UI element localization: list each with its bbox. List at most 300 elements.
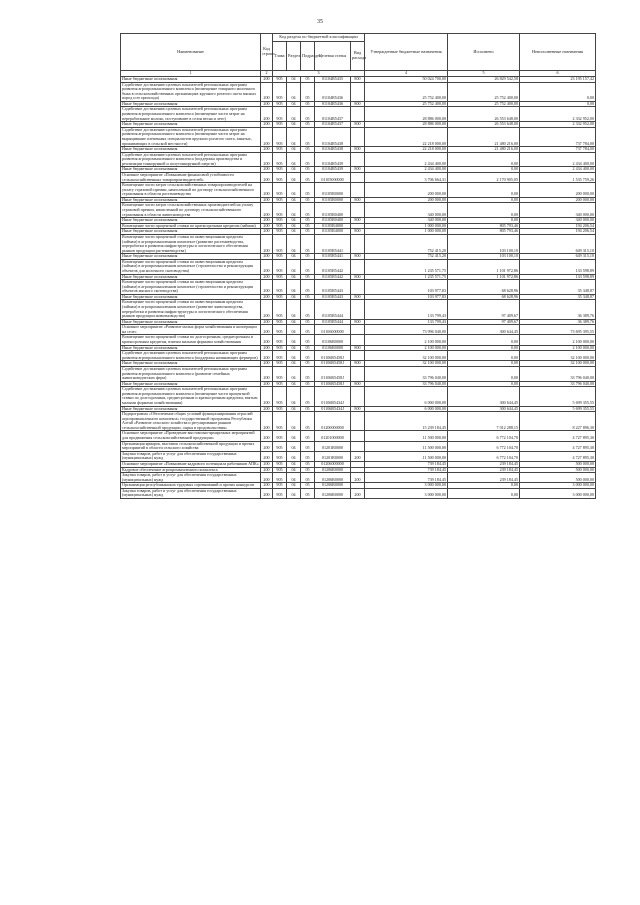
row-unexecuted: 737 784,00 [520,147,596,153]
row-approved: 6 000 000,00 [365,387,448,406]
row-kod: 200 [261,345,273,351]
header-vr: Вид расхода [351,42,365,71]
row-podrazdel: 05 [301,127,315,146]
table-row [121,183,596,198]
row-csr: 01201000000 [315,431,351,441]
row-podrazdel: 05 [301,461,315,467]
row-csr: 01104R5439 [315,152,351,167]
row-podrazdel: 05 [301,406,315,412]
row-name: Содействие достижению целевых показателей региональных программ развития агропромышленного комплекса (поддержка начинающих фермеров) [121,351,261,361]
row-executed: 25 752 400,00 [448,101,520,107]
row-glava: 905 [273,77,287,83]
row-name: Кадровое обеспечение агропромышленного комплекса [121,467,261,473]
row-glava: 905 [273,197,287,203]
row-glava: 905 [273,473,287,483]
row-vr: 800 [351,381,365,387]
row-approved: 32 100 000,00 [365,361,448,367]
row-approved: 11 500 000,00 [365,451,448,461]
row-razdel: 04 [287,319,301,325]
row-executed: 0,00 [448,488,520,498]
row-vr [351,82,365,101]
row-name: Основное мероприятие «Проведение выставочно-ярмарочных мероприятий для продвижения сельскохозяйственной продукции» [121,431,261,441]
row-approved: 22 218 000,00 [365,147,448,153]
header-csr: Целевая статья [315,42,351,71]
row-kod: 200 [261,406,273,412]
row-unexecuted: 340 000,00 [520,218,596,224]
row-name: Иные бюджетные ассигнования [121,77,261,83]
row-glava: 905 [273,234,287,253]
row-csr: 01105R5441 [315,234,351,253]
row-glava: 905 [273,152,287,167]
row-glava: 905 [273,319,287,325]
page-number: 35 [317,19,323,25]
header-num-1: 1 [121,71,261,77]
row-executed: 805 793,46 [448,229,520,235]
row-razdel: 04 [287,167,301,173]
table-row [121,82,596,101]
row-executed: 300 644,45 [448,387,520,406]
row-razdel: 04 [287,361,301,367]
row-vr [351,431,365,441]
row-vr: 800 [351,319,365,325]
row-glava: 905 [273,167,287,173]
row-csr: 01206R0000 [315,473,351,483]
table-row [121,259,596,274]
row-kod: 200 [261,366,273,381]
row-approved: 739 184,45 [365,467,448,473]
row-glava: 905 [273,82,287,101]
row-name: Возмещение части процентной ставки по инвестиционным кредитам (займам) в агропромышленном комплексе (развитие растениеводства, переработки и развития инфраструктуры и логистического обеспечения рынков продукции растениеводства) [121,234,261,253]
row-unexecuted: 194 206,54 [520,229,596,235]
row-name: Содействие достижению целевых показателей региональных программ развития агропромышленного комплекса (развитие семейных животноводческих ферм) [121,366,261,381]
row-vr [351,351,365,361]
row-podrazdel: 05 [301,197,315,203]
row-kod: 200 [261,381,273,387]
row-executed: 68 628,96 [448,280,520,295]
header-num-2: 2 [261,71,273,77]
row-glava: 905 [273,122,287,128]
row-podrazdel: 05 [301,387,315,406]
row-csr: 01104R5435 [315,77,351,83]
row-vr [351,325,365,335]
row-csr: 01106R5458J [315,351,351,361]
row-approved: 3 000 000,00 [365,483,448,489]
table-row [121,351,596,361]
row-unexecuted: 340 000,00 [520,203,596,218]
row-razdel: 04 [287,122,301,128]
row-glava: 905 [273,406,287,412]
row-name: Иные бюджетные ассигнования [121,254,261,260]
table-row [121,366,596,381]
row-glava: 905 [273,361,287,367]
row-glava: 905 [273,101,287,107]
row-glava: 905 [273,147,287,153]
row-razdel: 04 [287,412,301,431]
row-glava: 905 [273,451,287,461]
row-csr: 01105R5442 [315,259,351,274]
row-name: Иные бюджетные ассигнования [121,167,261,173]
row-executed: 0,00 [448,351,520,361]
row-razdel: 04 [287,218,301,224]
row-razdel: 04 [287,345,301,351]
row-approved: 2 100 000,00 [365,345,448,351]
row-approved: 2 100 000,00 [365,335,448,345]
header-code-group: Код раздела по бюджетной классификации [273,34,365,42]
row-unexecuted: 200 000,00 [520,183,596,198]
row-name: Возмещение части процентной ставки по инвестиционным кредитам (займам) в агропромышленном комплексе (развитие животноводства, переработки и развития инфраструктуры и логистического обеспечения рынков продукции животноводства) [121,300,261,319]
row-approved: 1 000 000,00 [365,223,448,229]
row-executed: 25 752 400,00 [448,82,520,101]
row-executed: 0,00 [448,167,520,173]
row-executed: 1 101 972,86 [448,274,520,280]
row-glava: 905 [273,183,287,198]
header-num-6: 6 [520,71,596,77]
row-podrazdel: 05 [301,183,315,198]
row-csr: 01106R0000 [315,345,351,351]
row-csr: 01201R0000 [315,441,351,451]
row-csr: 01104R5436 [315,82,351,101]
row-csr: 01104R5437 [315,122,351,128]
row-vr [351,280,365,295]
row-csr: 01106R5434J [315,387,351,406]
row-vr [351,203,365,218]
row-executed: 97 409,67 [448,319,520,325]
row-razdel: 04 [287,77,301,83]
row-razdel: 04 [287,381,301,387]
row-unexecuted: 2 434 400,00 [520,152,596,167]
row-unexecuted: 33 796 040,00 [520,366,596,381]
row-name: Организация республиканских трудовых соревнований и прочих конкурсов [121,483,261,489]
row-podrazdel: 05 [301,319,315,325]
row-razdel: 04 [287,254,301,260]
row-csr: 01105R0000 [315,183,351,198]
row-vr [351,127,365,146]
row-razdel: 04 [287,183,301,198]
row-unexecuted: 5 699 355,55 [520,406,596,412]
row-unexecuted: 32 100 000,00 [520,361,596,367]
row-kod: 200 [261,127,273,146]
row-approved: 739 184,45 [365,461,448,467]
row-glava: 905 [273,431,287,441]
row-name: Закупка товаров, работ и услуг для обеспечения государственных (муниципальных) нужд [121,451,261,461]
row-unexecuted: 36 389,76 [520,319,596,325]
row-name: Основное мероприятие «Развитие малых форм хозяйствования и кооперации на селе» [121,325,261,335]
row-vr: 200 [351,488,365,498]
row-approved: 73 996 040,00 [365,325,448,335]
row-kod: 200 [261,467,273,473]
row-executed: 0,00 [448,183,520,198]
row-podrazdel: 05 [301,223,315,229]
row-glava: 905 [273,335,287,345]
row-csr: 01106R5458J [315,381,351,387]
row-approved: 22 218 000,00 [365,127,448,146]
table-row [121,107,596,122]
row-podrazdel: 05 [301,345,315,351]
row-vr: 800 [351,345,365,351]
header-num-3: 3 [273,71,365,77]
row-kod: 200 [261,101,273,107]
row-approved: 25 752 400,00 [365,101,448,107]
row-vr [351,152,365,167]
row-unexecuted: 35 348,87 [520,294,596,300]
row-glava: 905 [273,412,287,431]
table-body [121,77,596,499]
row-unexecuted: 649 315,10 [520,234,596,253]
row-kod: 200 [261,172,273,182]
row-razdel: 04 [287,203,301,218]
row-unexecuted: 4 727 895,30 [520,431,596,441]
row-glava: 905 [273,107,287,122]
row-razdel: 04 [287,467,301,473]
row-name: Иные бюджетные ассигнования [121,147,261,153]
row-approved: 133 799,43 [365,300,448,319]
row-kod: 200 [261,412,273,431]
row-executed: 68 628,96 [448,294,520,300]
row-kod: 200 [261,431,273,441]
row-unexecuted: 4 727 895,30 [520,451,596,461]
row-podrazdel: 05 [301,441,315,451]
row-name: Возмещение части затрат сельскохозяйственных производителей на уплату страховой премии, начисленной по договору сельскохозяйственного страхования в области животноводства [121,203,261,218]
row-vr [351,366,365,381]
row-approved: 3 706 664,31 [365,172,448,182]
row-approved: 32 100 000,00 [365,351,448,361]
row-unexecuted: 133 598,89 [520,274,596,280]
row-vr [351,441,365,451]
row-unexecuted: 8 227 896,30 [520,412,596,431]
row-vr: 800 [351,254,365,260]
row-executed: 26 553 648,00 [448,122,520,128]
row-glava: 905 [273,488,287,498]
row-podrazdel: 05 [301,366,315,381]
row-podrazdel: 05 [301,234,315,253]
row-csr: 01104R5438 [315,147,351,153]
row-approved: 25 752 400,00 [365,82,448,101]
row-vr: 800 [351,77,365,83]
row-csr: 01201R0000 [315,451,351,461]
row-kod: 200 [261,107,273,122]
row-kod: 200 [261,488,273,498]
row-kod: 200 [261,280,273,295]
row-podrazdel: 05 [301,294,315,300]
row-podrazdel: 05 [301,82,315,101]
row-csr: 01105R5441 [315,254,351,260]
table-row [121,488,596,498]
row-glava: 905 [273,351,287,361]
row-glava: 905 [273,467,287,473]
row-executed: 26 829 542,58 [448,77,520,83]
row-name: Основное мероприятие «Повышение кадрового потенциала работников АПК» [122,460,259,466]
row-name: Закупка товаров, работ и услуг для обеспечения государственных (муниципальных) нужд [121,488,261,498]
row-podrazdel: 05 [301,254,315,260]
row-unexecuted: 33 796 040,00 [520,381,596,387]
row-executed: 300 644,45 [448,325,520,335]
row-csr: 01200000000 [315,412,351,431]
row-approved: 6 000 000,00 [365,406,448,412]
row-executed: 2 170 905,05 [448,172,520,182]
row-glava: 905 [273,223,287,229]
row-approved: 15 239 184,45 [365,412,448,431]
row-glava: 905 [273,274,287,280]
row-unexecuted: 3 000 000,00 [520,483,596,489]
row-podrazdel: 05 [301,412,315,431]
row-kod: 200 [261,461,273,467]
table-row [121,387,596,406]
row-executed: 103 100,10 [448,234,520,253]
row-name: Иные бюджетные ассигнования [121,229,261,235]
row-kod: 200 [261,451,273,461]
row-name: Иные бюджетные ассигнования [121,218,261,224]
row-unexecuted: 32 100 000,00 [520,351,596,361]
row-podrazdel: 05 [301,351,315,361]
row-csr: 01105R5442 [315,274,351,280]
row-razdel: 04 [287,441,301,451]
table-row [121,234,596,253]
row-kod: 200 [261,183,273,198]
row-kod: 200 [261,197,273,203]
row-razdel: 04 [287,274,301,280]
row-name: Иные бюджетные ассигнования [121,361,261,367]
row-razdel: 04 [287,152,301,167]
row-executed: 6 772 104,70 [448,451,520,461]
row-vr: 800 [351,167,365,173]
row-executed: 0,00 [448,381,520,387]
row-kod: 200 [261,473,273,483]
row-podrazdel: 05 [301,167,315,173]
row-razdel: 04 [287,197,301,203]
row-glava: 905 [273,387,287,406]
row-glava: 905 [273,280,287,295]
row-kod: 200 [261,259,273,274]
row-name: Иные бюджетные ассигнования [121,197,261,203]
row-kod: 200 [261,335,273,345]
row-kod: 200 [261,300,273,319]
row-vr: 200 [351,473,365,483]
row-podrazdel: 05 [301,218,315,224]
row-csr: 01105R4000 [315,229,351,235]
row-vr [351,259,365,274]
row-name: Возмещение части процентной ставки по инвестиционным кредитам (займам) в агропромышленном комплексе (строительство и реконструкция объектов для молочного скотоводства) [121,259,261,274]
row-unexecuted: 2 100 000,00 [520,335,596,345]
row-name: Содействие достижению целевых показателей региональных программ развития агропромышленного комплекса (возмещение части затрат на переработанное молоко, поступившее в сезон весна и лето) [121,107,261,122]
row-executed: 0,00 [448,218,520,224]
row-kod: 200 [261,387,273,406]
row-csr: 01104R5436 [315,101,351,107]
row-csr: 01106R5458J [315,366,351,381]
row-unexecuted: 133 598,89 [520,259,596,274]
row-vr [351,183,365,198]
row-podrazdel: 05 [301,152,315,167]
row-kod: 200 [261,483,273,489]
row-executed: 6 772 104,70 [448,441,520,451]
row-podrazdel: 05 [301,473,315,483]
row-executed: 6 772 104,70 [448,431,520,441]
row-name: Возмещение части процентной ставки по долгосрочным, среднесрочным и краткосрочным кредитам, взятым малыми формами хозяйствования [121,335,261,345]
row-name: Возмещение части процентной ставки по инвестиционным кредитам (займам) в агропромышленном комплексе (строительство и реконструкция объектов мясного скотоводства) [121,280,261,295]
row-name: Иные бюджетные ассигнования [121,406,261,412]
row-razdel: 04 [287,294,301,300]
row-kod: 200 [261,218,273,224]
row-approved: 200 000,00 [365,183,448,198]
row-glava: 905 [273,441,287,451]
header-num-5: 5 [448,71,520,77]
row-approved: 752 415,20 [365,254,448,260]
row-name: Иные бюджетные ассигнования [121,319,261,325]
row-approved: 11 500 000,00 [365,441,448,451]
row-glava: 905 [273,172,287,182]
row-glava: 905 [273,294,287,300]
row-executed: 239 184,45 [448,473,520,483]
row-vr: 800 [351,406,365,412]
row-podrazdel: 05 [301,451,315,461]
row-kod: 200 [261,361,273,367]
row-vr [351,300,365,319]
row-podrazdel: 05 [301,122,315,128]
row-unexecuted: 0,00 [520,101,596,107]
row-name: Подпрограмма «Обеспечение общих условий функционирования отраслей агропромышленного комплекса» государственной программы Республики Алтай «Развитие сельского хозяйства и регулирование рынков сельскохозяйственной продукции, сырья и продовольствия» [121,412,261,431]
row-unexecuted: 200 000,00 [520,197,596,203]
row-podrazdel: 05 [301,361,315,367]
row-approved: 103 977,83 [365,280,448,295]
row-csr: 01206R0000 [315,488,351,498]
header-executed: Исполнено [448,34,520,71]
row-approved: 28 886 000,00 [365,122,448,128]
row-executed: 21 480 216,00 [448,127,520,146]
row-unexecuted: 36 389,76 [520,300,596,319]
row-unexecuted: 2 434 400,00 [520,167,596,173]
row-podrazdel: 05 [301,335,315,345]
row-razdel: 04 [287,300,301,319]
row-executed: 21 480 216,00 [448,147,520,153]
row-podrazdel: 05 [301,483,315,489]
budget-execution-table [120,33,596,499]
row-unexecuted: 5 699 355,55 [520,387,596,406]
row-name: Возмещение части процентной ставки по краткосрочным кредитам (займам) [121,223,261,229]
row-executed: 0,00 [448,152,520,167]
row-unexecuted: 23 195 157,42 [520,77,596,83]
header-approved: Утвержденные бюджетные назначения [365,34,448,71]
row-approved: 1 235 571,75 [365,259,448,274]
row-glava: 905 [273,203,287,218]
row-razdel: 04 [287,451,301,461]
row-csr: 01105000000 [315,172,351,182]
row-name: Иные бюджетные ассигнования [121,345,261,351]
row-podrazdel: 05 [301,280,315,295]
row-unexecuted: 0,00 [520,82,596,101]
row-podrazdel: 05 [301,488,315,498]
row-razdel: 04 [287,223,301,229]
row-name: Возмещение части затрат сельскохозяйственных товаропроизводителей на уплату страховой премии, начисленной по договору сельскохозяйственного страхования в области растениеводства [121,183,261,198]
row-csr: 01206R0000 [315,467,351,473]
row-vr: 800 [351,361,365,367]
row-unexecuted: 1 535 759,26 [520,172,596,182]
row-razdel: 04 [287,431,301,441]
row-kod: 200 [261,351,273,361]
table-row [121,203,596,218]
row-glava: 905 [273,127,287,146]
row-approved: 1 000 000,00 [365,229,448,235]
table-row [121,431,596,441]
row-name: Иные бюджетные ассигнования [121,294,261,300]
row-razdel: 04 [287,229,301,235]
table-row [121,172,596,182]
row-name: Содействие достижению целевых показателей региональных программ развития агропромышленного комплекса (возмещение части затрат на выращивание племенных специалистов крупного рогатого скота, занятых, проживающих в сельской местности) [121,127,261,146]
row-executed: 0,00 [448,345,520,351]
row-name: Иные бюджетные ассигнования [121,101,261,107]
header-name: Наименование [121,34,261,71]
row-unexecuted: 2 332 952,00 [520,122,596,128]
row-unexecuted: 2 332 952,00 [520,107,596,122]
row-razdel: 04 [287,366,301,381]
